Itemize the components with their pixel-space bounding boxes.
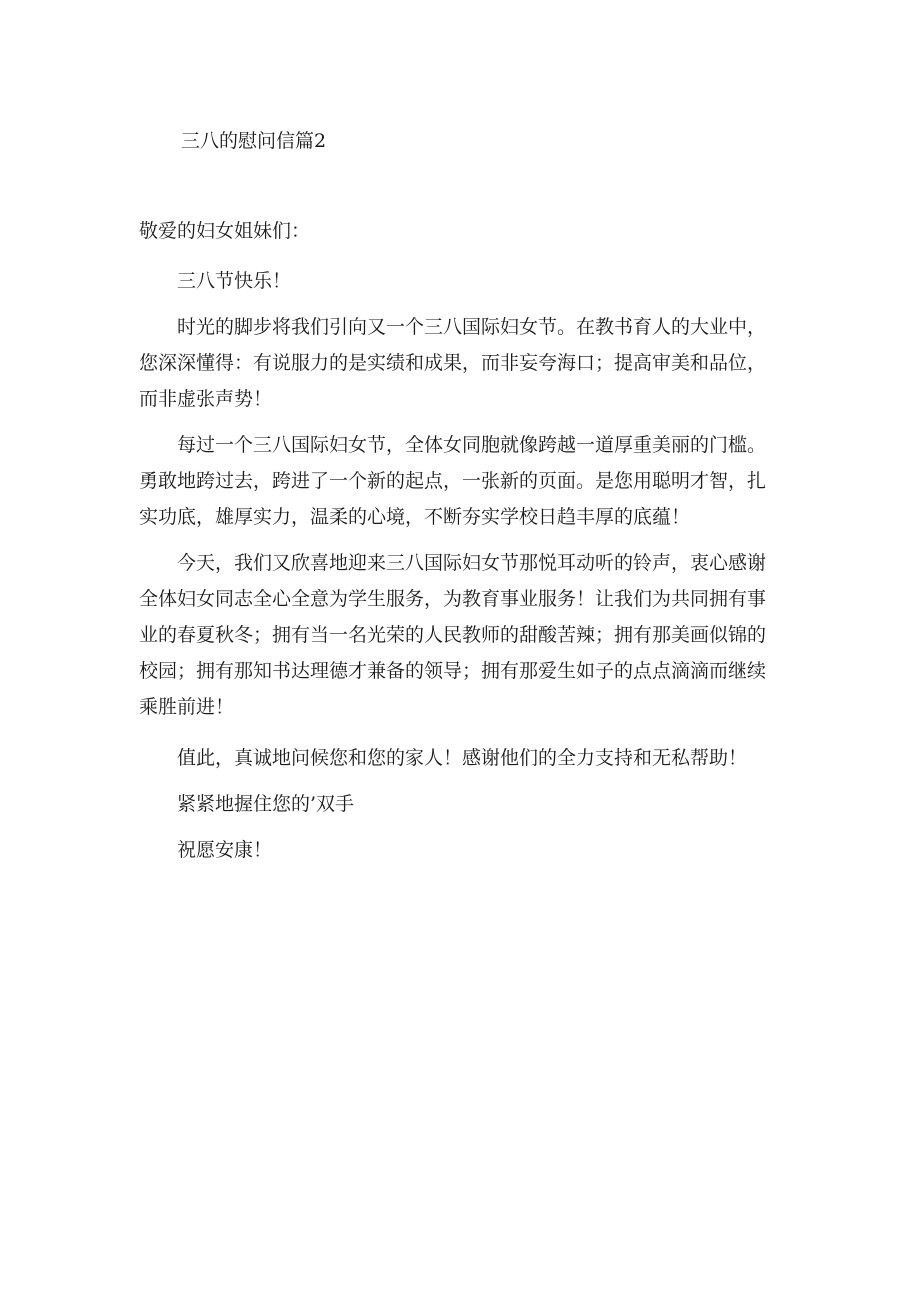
salutation: 敬爱的妇女姐妹们： bbox=[139, 220, 311, 242]
closing-line-2: 紧紧地握住您的’双手 bbox=[177, 793, 355, 815]
closing-line-1: 值此，真诚地问候您和您的家人！感谢他们的全力支持和无私帮助！ bbox=[177, 747, 748, 769]
paragraph-1: 时光的脚步将我们引向又一个三八国际妇女节。在教书育人的大业中，您深深懂得：有说服力的是实绩和成果，而非妄夸海口；提高审美和品位，而非虚张声势！ bbox=[139, 316, 767, 410]
paragraph-3: 今天，我们又欣喜地迎来三八国际妇女节那悦耳动听的铃声，衷心感谢全体妇女同志全心全意为学生服务，为教育事业服务！让我们为共同拥有事业的春夏秋冬；拥有当一名光荣的人民教师的甜酸苦辣；拥有那美画似锦的校园；拥有那知书达理德才兼备的领导；拥有那爱生如子的点点滴滴而继续乘胜前进！ bbox=[139, 552, 767, 718]
document-title: 三八的慰问信篇2 bbox=[181, 130, 327, 152]
closing-line-3: 祝愿安康！ bbox=[177, 839, 273, 861]
letter-body bbox=[139, 263, 779, 873]
paragraph-2: 每过一个三八国际妇女节，全体女同胞就像跨越一道厚重美丽的门槛。勇敢地跨过去，跨进了一个新的起点，一张新的页面。是您用聪明才智，扎实功底，雄厚实力，温柔的心境，不断夯实学校日趋丰厚的底蕴！ bbox=[139, 434, 767, 528]
paragraph-greeting: 三八节快乐！ bbox=[177, 270, 292, 292]
